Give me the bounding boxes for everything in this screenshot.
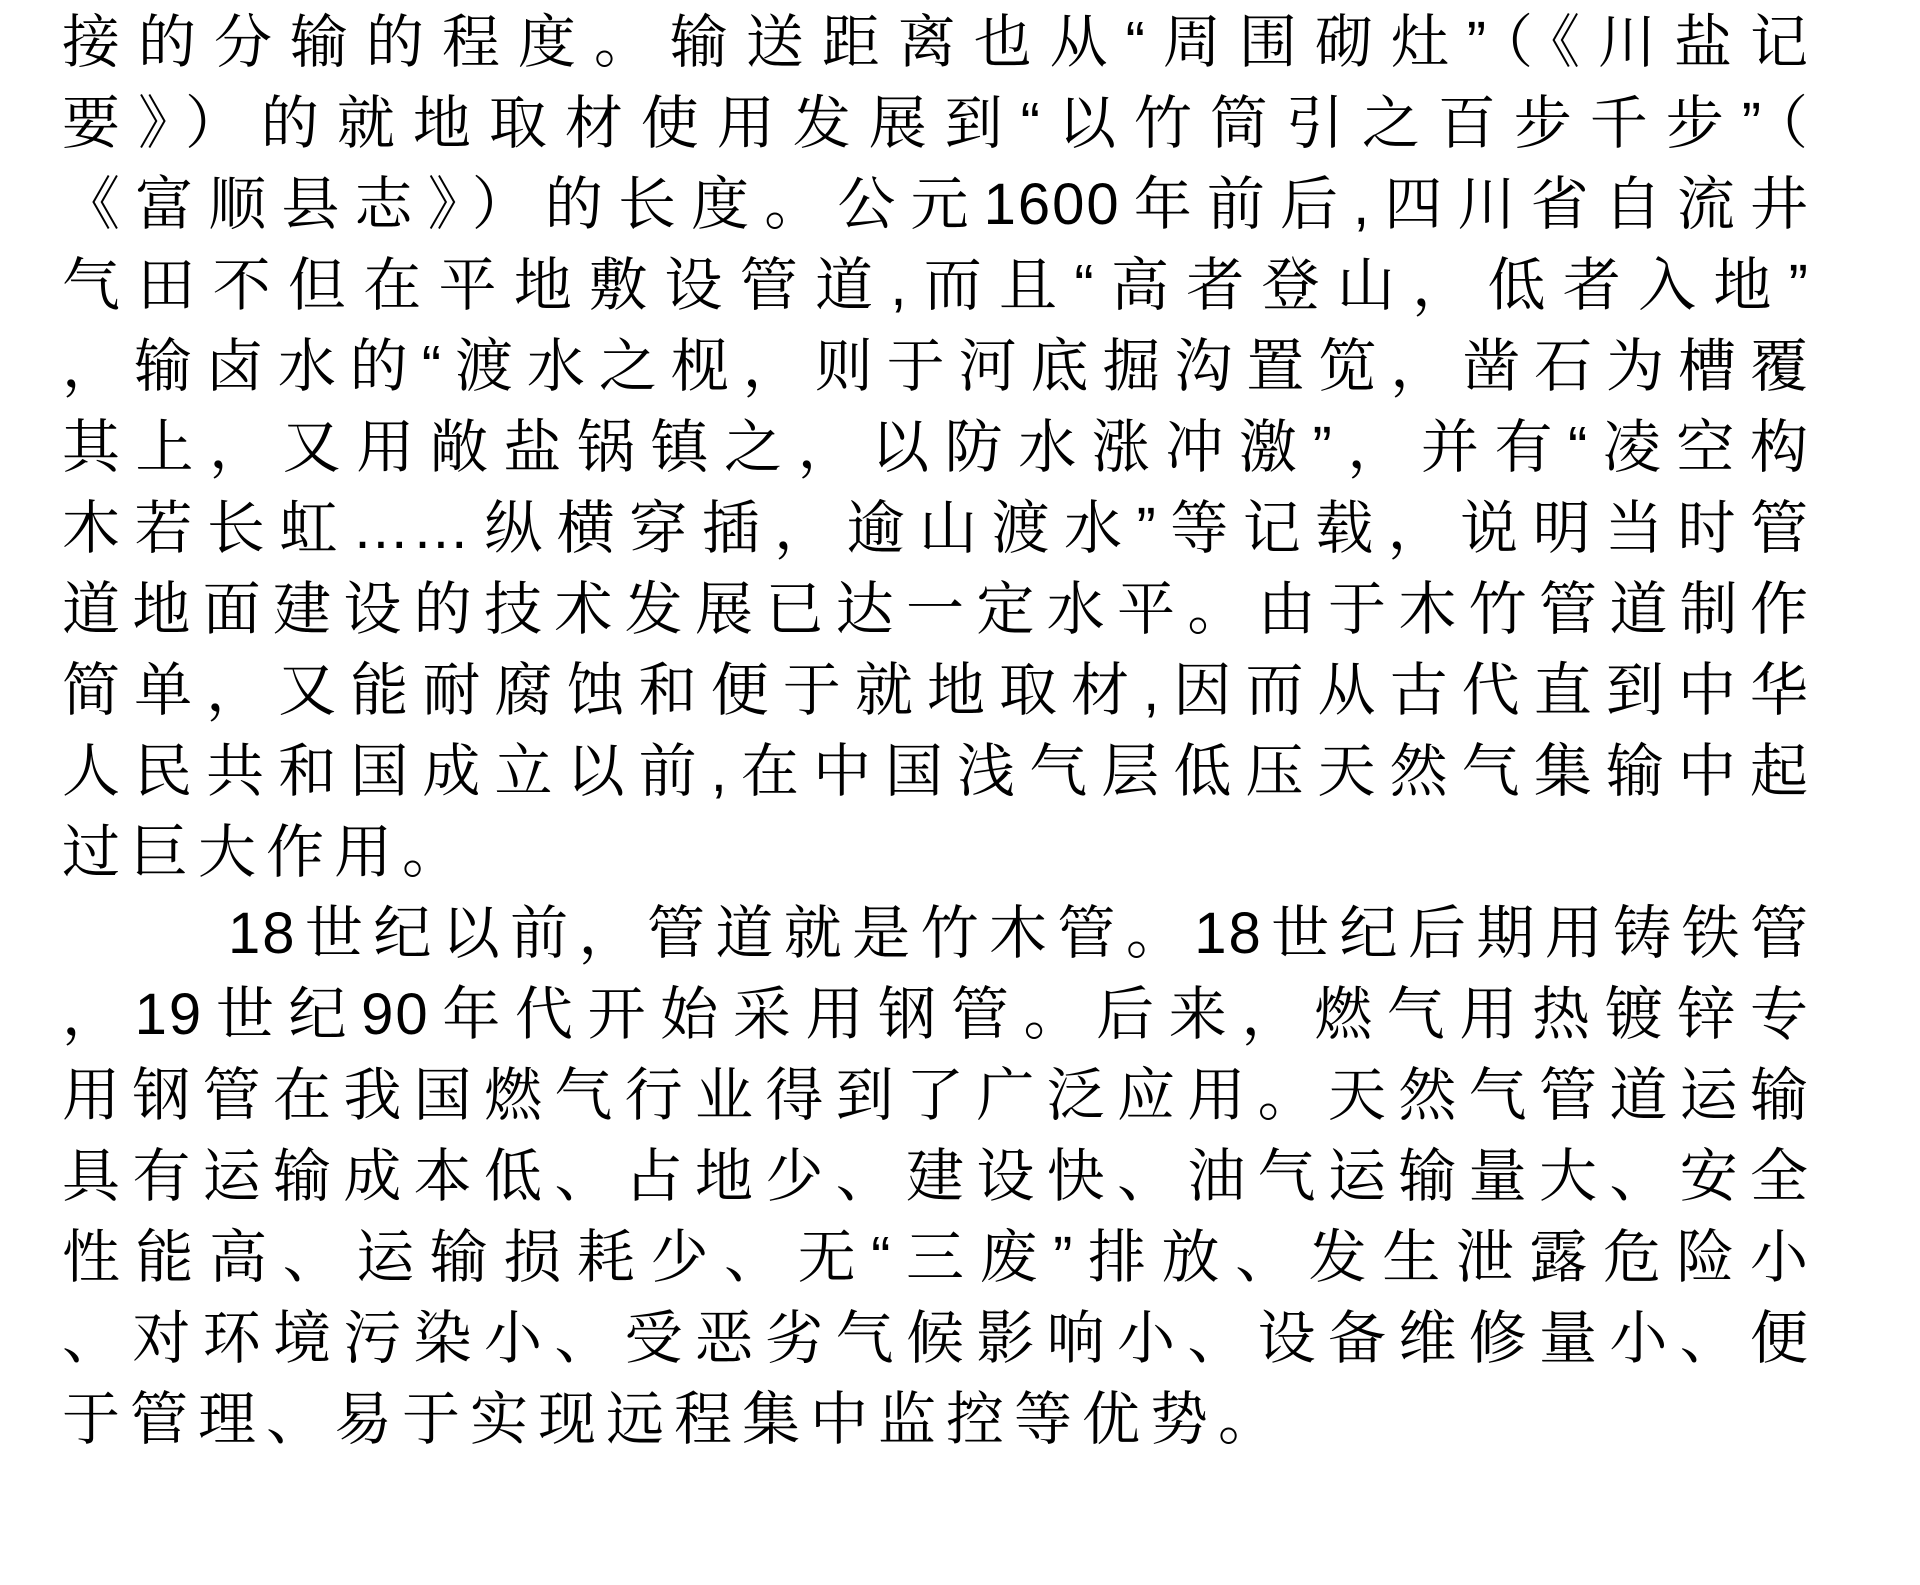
text-line: 《富顺县志》）的长度。公元1600年前后,四川省自流井: [62, 172, 1810, 237]
text-line: 要》）的就地取材使用发展到“以竹筒引之百步千步”（: [62, 91, 1810, 156]
text-line-paragraph-start: 18世纪以前，管道就是竹木管。18世纪后期用铸铁管: [228, 901, 1810, 966]
text-line: ，19世纪90年代开始采用钢管。后来，燃气用热镀锌专: [62, 982, 1810, 1047]
text-line: 气田不但在平地敷设管道,而且“高者登山，低者入地”: [62, 253, 1810, 318]
text-line: 用钢管在我国燃气行业得到了广泛应用。天然气管道运输: [62, 1063, 1810, 1128]
text-line: 具有运输成本低、占地少、建设快、油气运输量大、安全: [62, 1144, 1810, 1209]
text-line: 其上，又用敞盐锅镇之，以防水涨冲激”，并有“凌空构: [62, 415, 1810, 480]
text-line: 人民共和国成立以前,在中国浅气层低压天然气集输中起: [62, 739, 1810, 804]
document-page: [62, 2, 1810, 1460]
text-line: ，输卤水的“渡水之枧，则于河底掘沟置笕，凿石为槽覆: [62, 334, 1810, 399]
text-line: 、对环境污染小、受恶劣气候影响小、设备维修量小、便: [62, 1306, 1810, 1371]
text-line: 性能高、运输损耗少、无“三废”排放、发生泄露危险小: [62, 1225, 1810, 1290]
text-line: 接的分输的程度。输送距离也从“周围砌灶”（《川盐记: [62, 10, 1810, 75]
text-line-paragraph-end: 过巨大作用。: [62, 820, 471, 885]
text-line: 木若长虹……纵横穿插，逾山渡水”等记载，说明当时管: [62, 496, 1810, 561]
text-line: 道地面建设的技术发展已达一定水平。由于木竹管道制作: [62, 577, 1810, 642]
text-line-paragraph-end: 于管理、易于实现远程集中监控等优势。: [62, 1387, 1287, 1452]
text-line: 简单，又能耐腐蚀和便于就地取材,因而从古代直到中华: [62, 658, 1810, 723]
